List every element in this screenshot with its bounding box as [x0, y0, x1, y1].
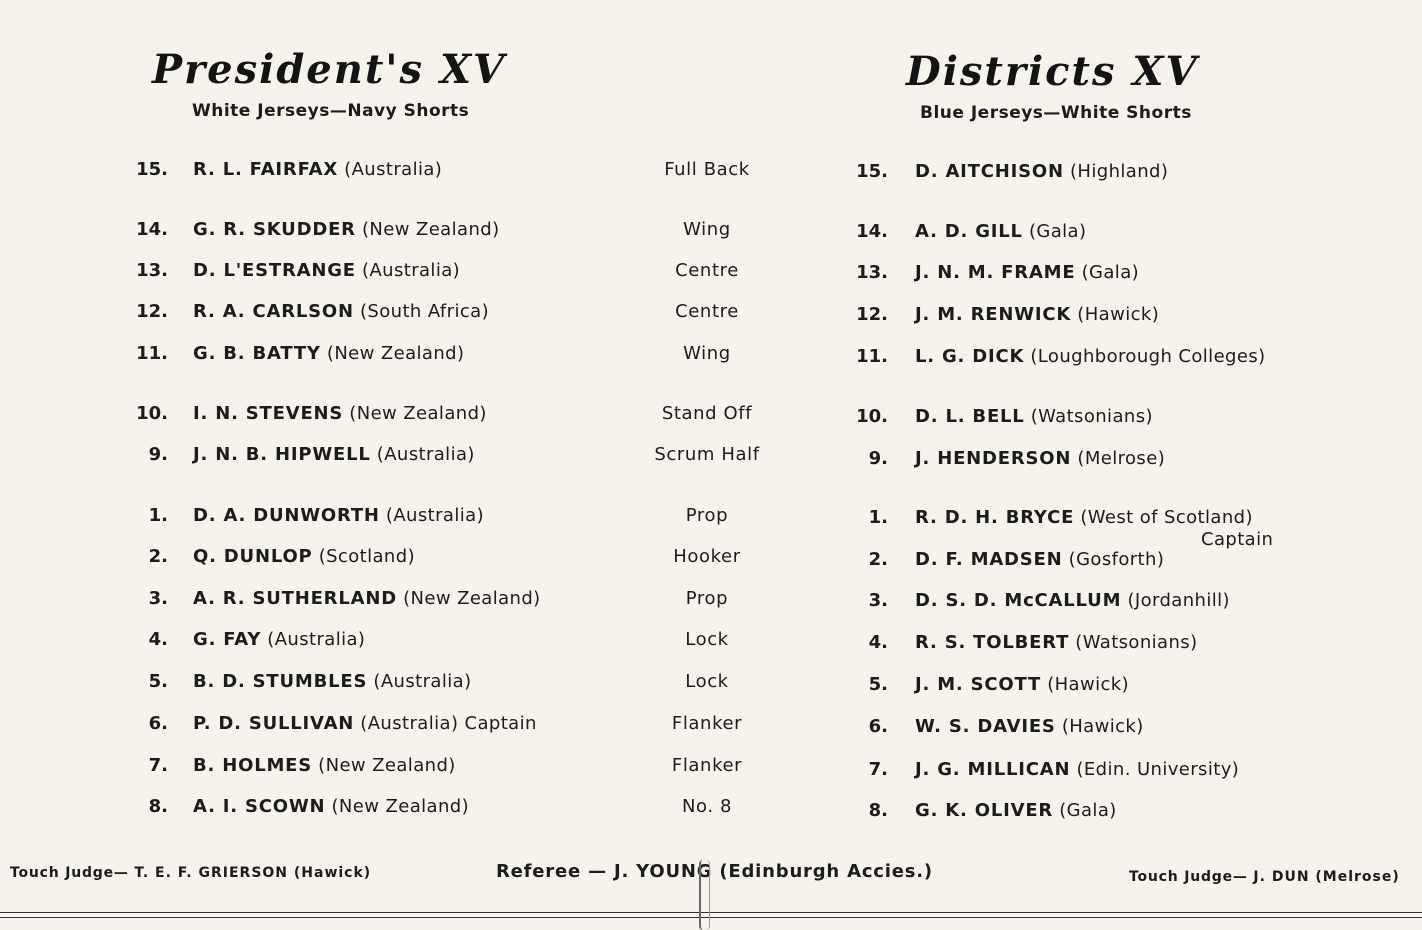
left-player-name: J. N. B. HIPWELL [193, 444, 371, 465]
left-player-row [193, 403, 487, 424]
left-player-number: 9. [148, 444, 168, 465]
right-player-club: (Jordanhill) [1127, 590, 1230, 611]
right-player-number: 15. [856, 161, 888, 182]
right-player-row [915, 346, 1266, 367]
right-player-row [915, 304, 1159, 325]
right-player-name: G. K. OLIVER [915, 800, 1054, 821]
left-player-name: B. D. STUMBLES [193, 671, 368, 692]
bottom-rule [0, 912, 1422, 913]
right-player-club: (Watsonians) [1075, 632, 1198, 653]
right-player-name: D. L. BELL [915, 406, 1025, 427]
left-player-number: 7. [148, 755, 168, 776]
left-player-club: (New Zealand) [318, 755, 456, 776]
right-player-club: (Melrose) [1077, 448, 1166, 469]
left-player-name: D. A. DUNWORTH [193, 505, 380, 526]
left-player-number: 3. [148, 588, 168, 609]
left-player-club: (New Zealand) [326, 343, 465, 364]
right-player-number: 7. [868, 759, 888, 780]
right-player-row [915, 507, 1253, 528]
left-player-number: 12. [136, 301, 168, 322]
right-player-number: 11. [856, 346, 888, 367]
left-player-number: 15. [136, 159, 168, 180]
referee-label: Referee — [496, 861, 607, 882]
right-player-number: 3. [868, 590, 888, 611]
right-player-name: R. S. TOLBERT [915, 632, 1070, 653]
left-player-club: (Australia) [385, 505, 484, 526]
right-player-row [915, 632, 1198, 653]
left-player-row [193, 159, 442, 180]
right-player-number: 12. [856, 304, 888, 325]
touch-judge-right [1129, 869, 1400, 885]
left-player-number: 6. [148, 713, 168, 734]
right-player-row [915, 448, 1165, 469]
right-player-club: (Hawick) [1061, 716, 1144, 737]
left-team-title: President's XV [152, 46, 507, 93]
left-player-number: 10. [136, 403, 168, 424]
position-label: Wing [683, 343, 731, 364]
left-player-number: 14. [136, 219, 168, 240]
right-player-name: R. D. H. BRYCE [915, 507, 1075, 528]
right-player-club: (Gosforth) [1068, 549, 1165, 570]
position-label: Lock [685, 671, 729, 692]
touch-judge-right-label: Touch Judge— [1129, 869, 1248, 885]
right-player-row [915, 800, 1117, 821]
left-player-row [193, 713, 537, 734]
left-player-name: R. L. FAIRFAX [193, 159, 339, 180]
left-player-row [193, 505, 484, 526]
referee [496, 861, 933, 882]
left-player-row [193, 755, 456, 776]
right-player-number: 6. [868, 716, 888, 737]
left-team-colours: White Jerseys—Navy Shorts [192, 101, 470, 121]
right-player-club: (Hawick) [1047, 674, 1130, 695]
right-player-name: D. S. D. McCALLUM [915, 590, 1122, 611]
position-label: Stand Off [661, 403, 753, 424]
left-player-name: I. N. STEVENS [193, 403, 344, 424]
position-label: Centre [675, 301, 739, 322]
left-player-number: 8. [148, 796, 168, 817]
staple-fold [699, 860, 710, 930]
right-player-name: D. AITCHISON [915, 161, 1064, 182]
left-player-name: G. FAY [193, 629, 262, 650]
right-player-name: J. N. M. FRAME [915, 262, 1076, 283]
referee-value: J. YOUNG (Edinburgh Accies.) [613, 861, 933, 882]
position-label: Scrum Half [654, 444, 760, 465]
touch-judge-left [10, 865, 371, 881]
left-player-club: (Australia) [373, 671, 472, 692]
left-player-club: (New Zealand) [403, 588, 541, 609]
position-label: Flanker [671, 713, 743, 734]
right-player-name: J. HENDERSON [915, 448, 1072, 469]
right-player-name: D. F. MADSEN [915, 549, 1063, 570]
left-player-number: 13. [136, 260, 168, 281]
left-player-club: (New Zealand) [331, 796, 470, 817]
right-player-club: (Gala) [1028, 221, 1087, 242]
right-player-number: 10. [856, 406, 888, 427]
right-player-number: 8. [868, 800, 888, 821]
position-label: Full Back [664, 159, 750, 180]
right-player-club: (Gala) [1059, 800, 1117, 821]
position-label: Prop [685, 588, 729, 609]
left-player-row [193, 629, 365, 650]
right-player-row [915, 161, 1168, 182]
left-player-club: (Australia) [362, 260, 461, 281]
right-player-number: 2. [868, 549, 888, 570]
right-player-number: 1. [868, 507, 888, 528]
left-player-club: (New Zealand) [349, 403, 487, 424]
left-player-name: Q. DUNLOP [193, 546, 313, 567]
right-player-row [915, 590, 1230, 611]
left-player-number: 11. [136, 343, 168, 364]
left-player-name: G. R. SKUDDER [193, 219, 356, 240]
right-player-number: 4. [868, 632, 888, 653]
right-player-number: 13. [856, 262, 888, 283]
position-label: Hooker [673, 546, 741, 567]
right-player-row [915, 406, 1153, 427]
right-player-number: 5. [868, 674, 888, 695]
position-label: Wing [683, 219, 731, 240]
right-player-club: (Watsonians) [1030, 406, 1153, 427]
right-player-name: W. S. DAVIES [915, 716, 1056, 737]
left-player-row [193, 301, 489, 322]
right-player-name: J. M. RENWICK [915, 304, 1072, 325]
left-player-name: A. R. SUTHERLAND [193, 588, 397, 609]
right-captain-note: Captain [1201, 529, 1274, 550]
right-player-row [915, 221, 1086, 242]
position-label: Lock [685, 629, 729, 650]
position-label: No. 8 [681, 796, 733, 817]
left-player-club: (Australia) [344, 159, 443, 180]
right-player-club: (Highland) [1069, 161, 1169, 182]
touch-judge-right-value: J. DUN (Melrose) [1253, 869, 1400, 885]
left-player-name: R. A. CARLSON [193, 301, 354, 322]
position-label: Prop [685, 505, 729, 526]
right-player-row [915, 549, 1164, 570]
left-player-row [193, 796, 469, 817]
right-player-name: J. M. SCOTT [915, 674, 1042, 695]
left-player-club: (New Zealand) [361, 219, 500, 240]
left-player-name: G. B. BATTY [193, 343, 321, 364]
left-player-row [193, 671, 472, 692]
left-player-number: 4. [148, 629, 168, 650]
left-player-row [193, 546, 415, 567]
right-player-name: A. D. GILL [915, 221, 1023, 242]
left-player-row [193, 588, 541, 609]
right-player-row [915, 716, 1144, 737]
right-player-row [915, 674, 1129, 695]
touch-judge-left-value: T. E. F. GRIERSON (Hawick) [134, 865, 372, 881]
right-player-name: L. G. DICK [915, 346, 1025, 367]
left-player-name: P. D. SULLIVAN [193, 713, 355, 734]
left-player-number: 2. [148, 546, 168, 567]
left-player-number: 1. [148, 505, 168, 526]
left-player-name: A. I. SCOWN [193, 796, 326, 817]
left-player-club: (South Africa) [360, 301, 490, 322]
right-player-row [915, 759, 1239, 780]
left-player-number: 5. [148, 671, 168, 692]
left-player-row [193, 260, 460, 281]
left-player-row [193, 444, 475, 465]
right-player-club: (West of Scotland) [1080, 507, 1253, 528]
right-player-club: (Hawick) [1077, 304, 1160, 325]
position-label: Flanker [671, 755, 743, 776]
left-player-club: (Australia) Captain [360, 713, 537, 734]
left-player-row [193, 219, 500, 240]
position-label: Centre [675, 260, 739, 281]
left-player-name: D. L'ESTRANGE [193, 260, 356, 281]
right-player-club: (Loughborough Colleges) [1030, 346, 1266, 367]
right-player-club: (Gala) [1081, 262, 1140, 283]
left-player-club: (Scotland) [318, 546, 415, 567]
right-player-row [915, 262, 1139, 283]
left-player-row [193, 343, 464, 364]
right-player-number: 14. [856, 221, 888, 242]
right-player-name: J. G. MILLICAN [915, 759, 1071, 780]
right-player-number: 9. [868, 448, 888, 469]
left-player-club: (Australia) [376, 444, 475, 465]
right-player-club: (Edin. University) [1076, 759, 1240, 780]
right-team-title: Districts XV [906, 48, 1199, 95]
bottom-rule-2 [0, 917, 1422, 918]
left-player-club: (Australia) [267, 629, 366, 650]
left-player-name: B. HOLMES [193, 755, 313, 776]
right-team-colours: Blue Jerseys—White Shorts [920, 103, 1192, 123]
touch-judge-left-label: Touch Judge— [10, 865, 129, 881]
